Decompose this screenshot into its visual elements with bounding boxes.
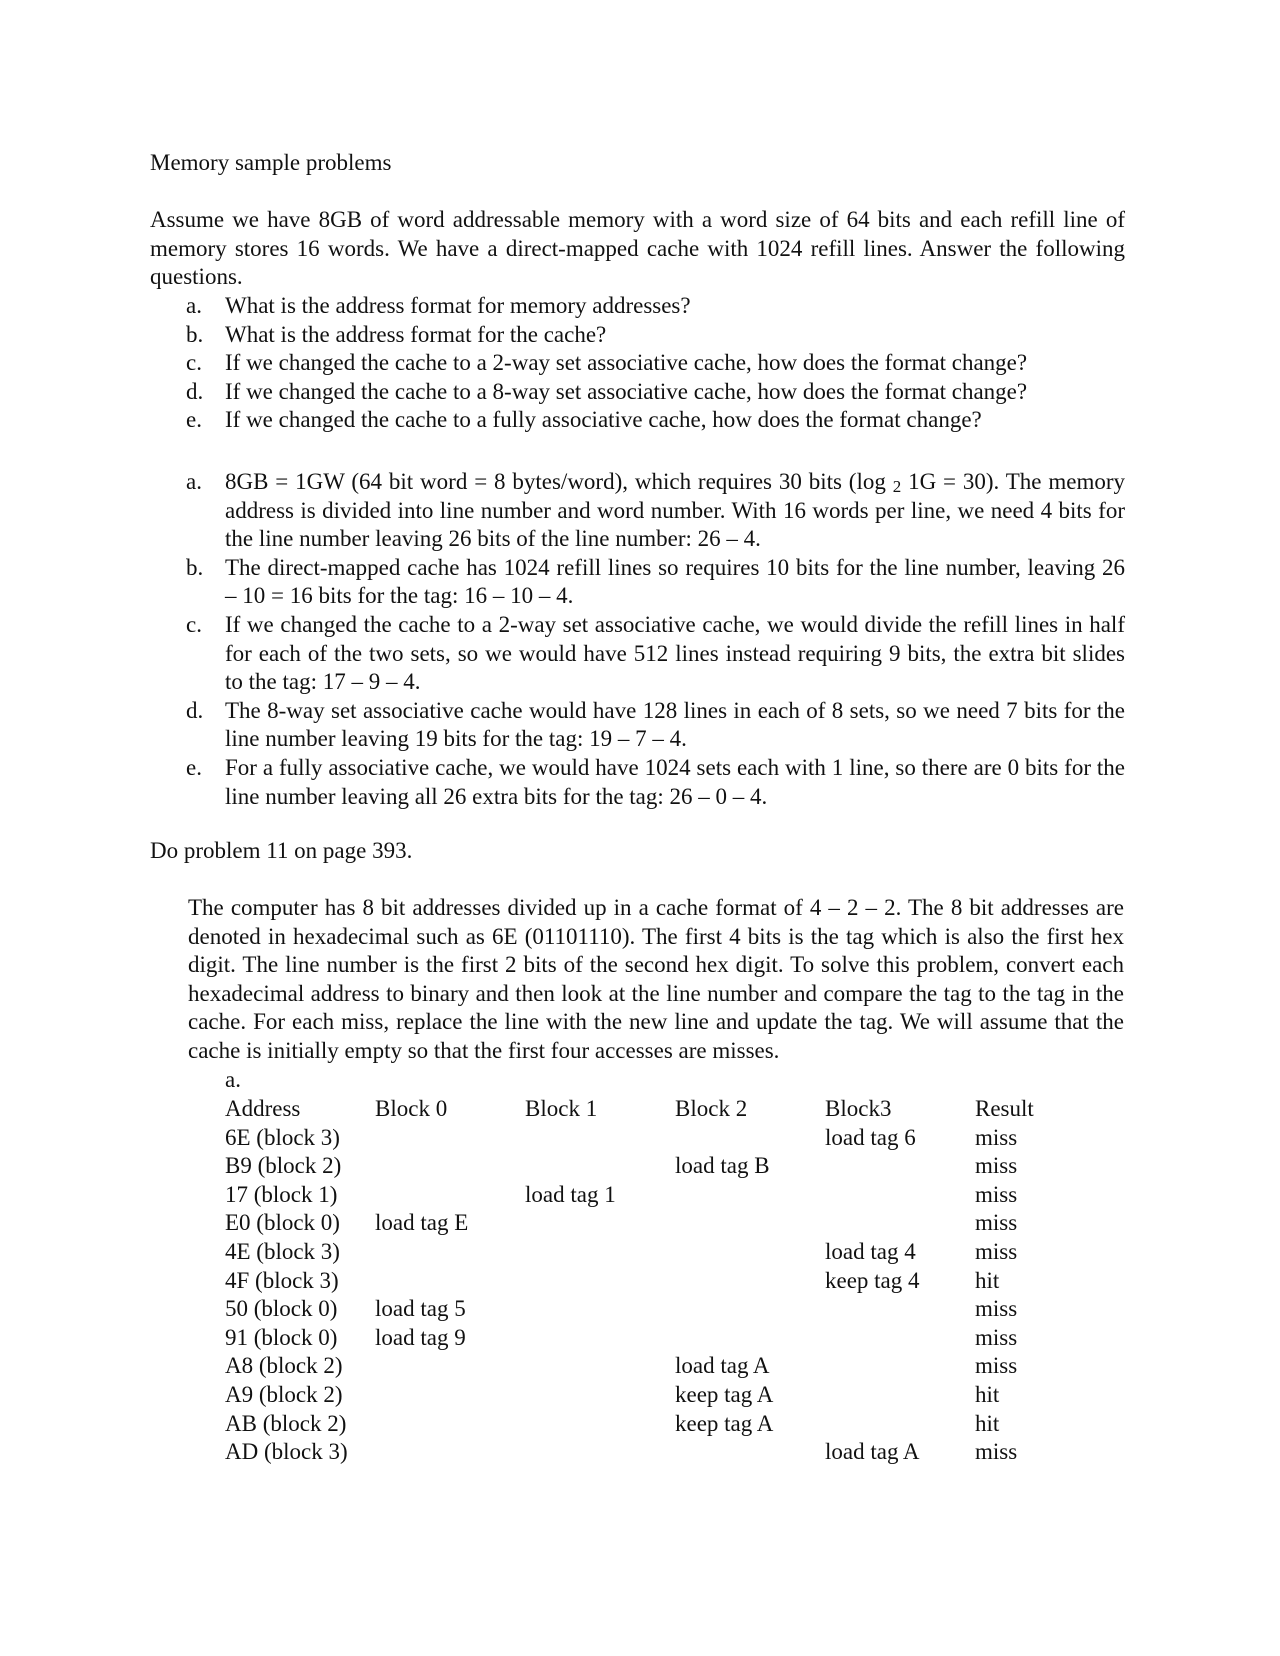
table-cell bbox=[825, 1295, 975, 1324]
answer-item-d bbox=[150, 697, 1125, 754]
table-cell bbox=[375, 1152, 525, 1181]
table-cell: A9 (block 2) bbox=[225, 1381, 343, 1407]
table-cell bbox=[675, 1324, 825, 1353]
table-cell: load tag B bbox=[675, 1153, 770, 1179]
table-cell bbox=[825, 1381, 975, 1410]
table-cell bbox=[825, 1209, 975, 1238]
table-cell: miss bbox=[975, 1296, 1018, 1322]
table-cell: B9 (block 2) bbox=[225, 1153, 342, 1179]
table-cell bbox=[675, 1267, 825, 1296]
question-marker: c. bbox=[186, 350, 202, 376]
question-marker: d. bbox=[186, 378, 204, 404]
table-row bbox=[225, 1324, 1065, 1353]
table-cell bbox=[525, 1152, 675, 1181]
table-cell: load tag 1 bbox=[525, 1181, 616, 1207]
table-cell bbox=[825, 1410, 975, 1439]
column-header: Block3 bbox=[825, 1096, 892, 1121]
question-marker: b. bbox=[186, 321, 204, 347]
table-cell: 6E (block 3) bbox=[225, 1124, 340, 1150]
answer-marker: b. bbox=[186, 554, 204, 580]
table-cell bbox=[375, 1181, 525, 1210]
table-cell: hit bbox=[975, 1267, 1000, 1293]
table-cell: 91 (block 0) bbox=[225, 1324, 338, 1350]
table-cell: load tag A bbox=[675, 1353, 770, 1379]
question-text: What is the address format for the cache? bbox=[225, 321, 607, 347]
do-problem-heading: Do problem 11 on page 393. bbox=[150, 838, 413, 863]
answer-marker: c. bbox=[186, 611, 202, 637]
table-cell bbox=[675, 1295, 825, 1324]
table-row bbox=[225, 1438, 1065, 1467]
table-cell bbox=[375, 1410, 525, 1439]
table-cell bbox=[525, 1438, 675, 1467]
table-cell: keep tag 4 bbox=[825, 1267, 920, 1293]
table-cell: miss bbox=[975, 1439, 1018, 1465]
table-cell bbox=[525, 1267, 675, 1296]
table-cell: keep tag A bbox=[675, 1381, 774, 1407]
table-row bbox=[225, 1295, 1065, 1324]
question-text: If we changed the cache to a 8-way set associative cache, how does the format change? bbox=[225, 378, 1028, 404]
question-item bbox=[150, 349, 1125, 378]
table-row bbox=[225, 1410, 1065, 1439]
table-cell: 17 (block 1) bbox=[225, 1181, 338, 1207]
answer-text-pre: 8GB = 1GW (64 bit word = 8 bytes/word), which requires 30 bits (log bbox=[225, 469, 893, 494]
question-list bbox=[150, 292, 1125, 435]
answer-marker: d. bbox=[186, 697, 204, 723]
answer-item-a bbox=[150, 468, 1125, 554]
table-cell bbox=[525, 1209, 675, 1238]
table-cell bbox=[525, 1295, 675, 1324]
table-cell bbox=[525, 1324, 675, 1353]
table-cell bbox=[375, 1124, 525, 1153]
table-cell: AB (block 2) bbox=[225, 1410, 347, 1436]
table-cell bbox=[825, 1152, 975, 1181]
column-header: Block 1 bbox=[525, 1096, 598, 1121]
answer-item-b bbox=[150, 554, 1125, 611]
table-cell: miss bbox=[975, 1153, 1018, 1179]
table-cell: 4F (block 3) bbox=[225, 1267, 339, 1293]
sub-problem-marker: a. bbox=[225, 1067, 241, 1092]
column-header: Address bbox=[225, 1096, 301, 1121]
column-header: Block 2 bbox=[675, 1096, 748, 1121]
answer-text: The direct-mapped cache has 1024 refill lines so requires 10 bits for the line number, leaving 26 – 10 = 16 bits for the tag: 16 – 10 – 4. bbox=[225, 554, 1125, 609]
question-text: If we changed the cache to a fully associative cache, how does the format change? bbox=[225, 407, 982, 433]
answer-text-post: 1G = 30). The memory address is divided into line number and word number. With 16 words per line, we need 4 bits for the line number leaving 26 bits of the line number: 26 – 4. bbox=[225, 469, 1125, 552]
table-cell bbox=[675, 1124, 825, 1153]
table-cell: 4E (block 3) bbox=[225, 1238, 340, 1264]
table-cell bbox=[375, 1438, 525, 1467]
log-base-subscript: 2 bbox=[892, 477, 902, 496]
table-cell: miss bbox=[975, 1324, 1018, 1350]
question-item bbox=[150, 406, 1125, 435]
answer-list bbox=[150, 468, 1125, 811]
answer-text: If we changed the cache to a 2-way set associative cache, we would divide the refill lines in half for each of the two sets, so we would have 512 lines instead requiring 9 bits, the extra bit slides to the tag: 17 – 9 – 4. bbox=[225, 611, 1125, 695]
table-cell bbox=[675, 1238, 825, 1267]
question-item bbox=[150, 378, 1125, 407]
table-cell: keep tag A bbox=[675, 1410, 774, 1436]
table-cell: hit bbox=[975, 1410, 1000, 1436]
table-cell bbox=[675, 1438, 825, 1467]
table-cell: miss bbox=[975, 1124, 1018, 1150]
table-cell bbox=[675, 1209, 825, 1238]
table-cell: miss bbox=[975, 1210, 1018, 1236]
question-text: If we changed the cache to a 2-way set associative cache, how does the format change? bbox=[225, 350, 1028, 376]
table-cell: miss bbox=[975, 1181, 1018, 1207]
table-cell bbox=[375, 1381, 525, 1410]
question-item bbox=[150, 292, 1125, 321]
table-cell: AD (block 3) bbox=[225, 1439, 348, 1465]
table-cell: miss bbox=[975, 1353, 1018, 1379]
table-cell: hit bbox=[975, 1381, 1000, 1407]
table-row bbox=[225, 1124, 1065, 1153]
table-cell bbox=[375, 1352, 525, 1381]
table-cell bbox=[375, 1238, 525, 1267]
problem-statement: Assume we have 8GB of word addressable memory with a word size of 64 bits and each refill line of memory stores 16 words. We have a direct-mapped cache with 1024 refill lines. Answer the following questions. bbox=[150, 207, 1125, 290]
question-marker: a. bbox=[186, 293, 202, 318]
table-cell bbox=[525, 1381, 675, 1410]
answer-text: The 8-way set associative cache would have 128 lines in each of 8 sets, so we need 7 bits for the line number leaving 19 bits for the tag: 19 – 7 – 4. bbox=[225, 697, 1125, 752]
answer-item-c bbox=[150, 611, 1125, 697]
table-cell: load tag E bbox=[375, 1210, 469, 1236]
table-cell bbox=[825, 1352, 975, 1381]
problem-explanation: The computer has 8 bit addresses divided up in a cache format of 4 – 2 – 2. The 8 bit addresses are denoted in hexadecimal such as 6E (01101110). The first 4 bits is the tag which is also the first hex digit. The line number is the first 2 bits of the second hex digit. To solve this problem, convert each hexadecimal address to binary and then look at the line number and compare the tag to the tag in the cache. For each miss, replace the line with the new line and update the tag. We will assume that the cache is initially empty so that the first four accesses are misses. bbox=[188, 895, 1124, 1063]
table-cell: A8 (block 2) bbox=[225, 1353, 343, 1379]
question-text: What is the address format for memory addresses? bbox=[225, 293, 691, 318]
table-cell: 50 (block 0) bbox=[225, 1296, 338, 1322]
table-row bbox=[225, 1238, 1065, 1267]
table-row bbox=[225, 1181, 1065, 1210]
table-row bbox=[225, 1381, 1065, 1410]
table-row bbox=[225, 1152, 1065, 1181]
column-header: Block 0 bbox=[375, 1096, 448, 1121]
table-cell: E0 (block 0) bbox=[225, 1210, 340, 1236]
column-header: Result bbox=[975, 1096, 1034, 1121]
table-cell bbox=[675, 1181, 825, 1210]
question-marker: e. bbox=[186, 407, 202, 433]
question-item bbox=[150, 321, 1125, 350]
cache-trace-table bbox=[225, 1095, 1065, 1467]
table-cell bbox=[825, 1324, 975, 1353]
table-cell bbox=[825, 1181, 975, 1210]
answer-marker: a. bbox=[186, 469, 202, 494]
page-title: Memory sample problems bbox=[150, 150, 392, 175]
answer-text: For a fully associative cache, we would have 1024 sets each with 1 line, so there are 0 bits for the line number leaving all 26 extra bits for the tag: 26 – 0 – 4. bbox=[225, 754, 1125, 809]
table-cell: load tag 4 bbox=[825, 1238, 916, 1264]
table-cell: load tag A bbox=[825, 1439, 920, 1465]
table-cell bbox=[375, 1267, 525, 1296]
table-cell: miss bbox=[975, 1238, 1018, 1264]
table-row bbox=[225, 1209, 1065, 1238]
table-header-row bbox=[225, 1095, 1065, 1124]
table-cell: load tag 5 bbox=[375, 1296, 466, 1322]
table-cell: load tag 6 bbox=[825, 1124, 916, 1150]
table-cell bbox=[525, 1238, 675, 1267]
table-cell bbox=[525, 1410, 675, 1439]
answer-item-e bbox=[150, 754, 1125, 811]
table-cell bbox=[525, 1352, 675, 1381]
table-row bbox=[225, 1267, 1065, 1296]
table-row bbox=[225, 1352, 1065, 1381]
answer-marker: e. bbox=[186, 754, 202, 780]
table-cell: load tag 9 bbox=[375, 1324, 466, 1350]
table-cell bbox=[525, 1124, 675, 1153]
